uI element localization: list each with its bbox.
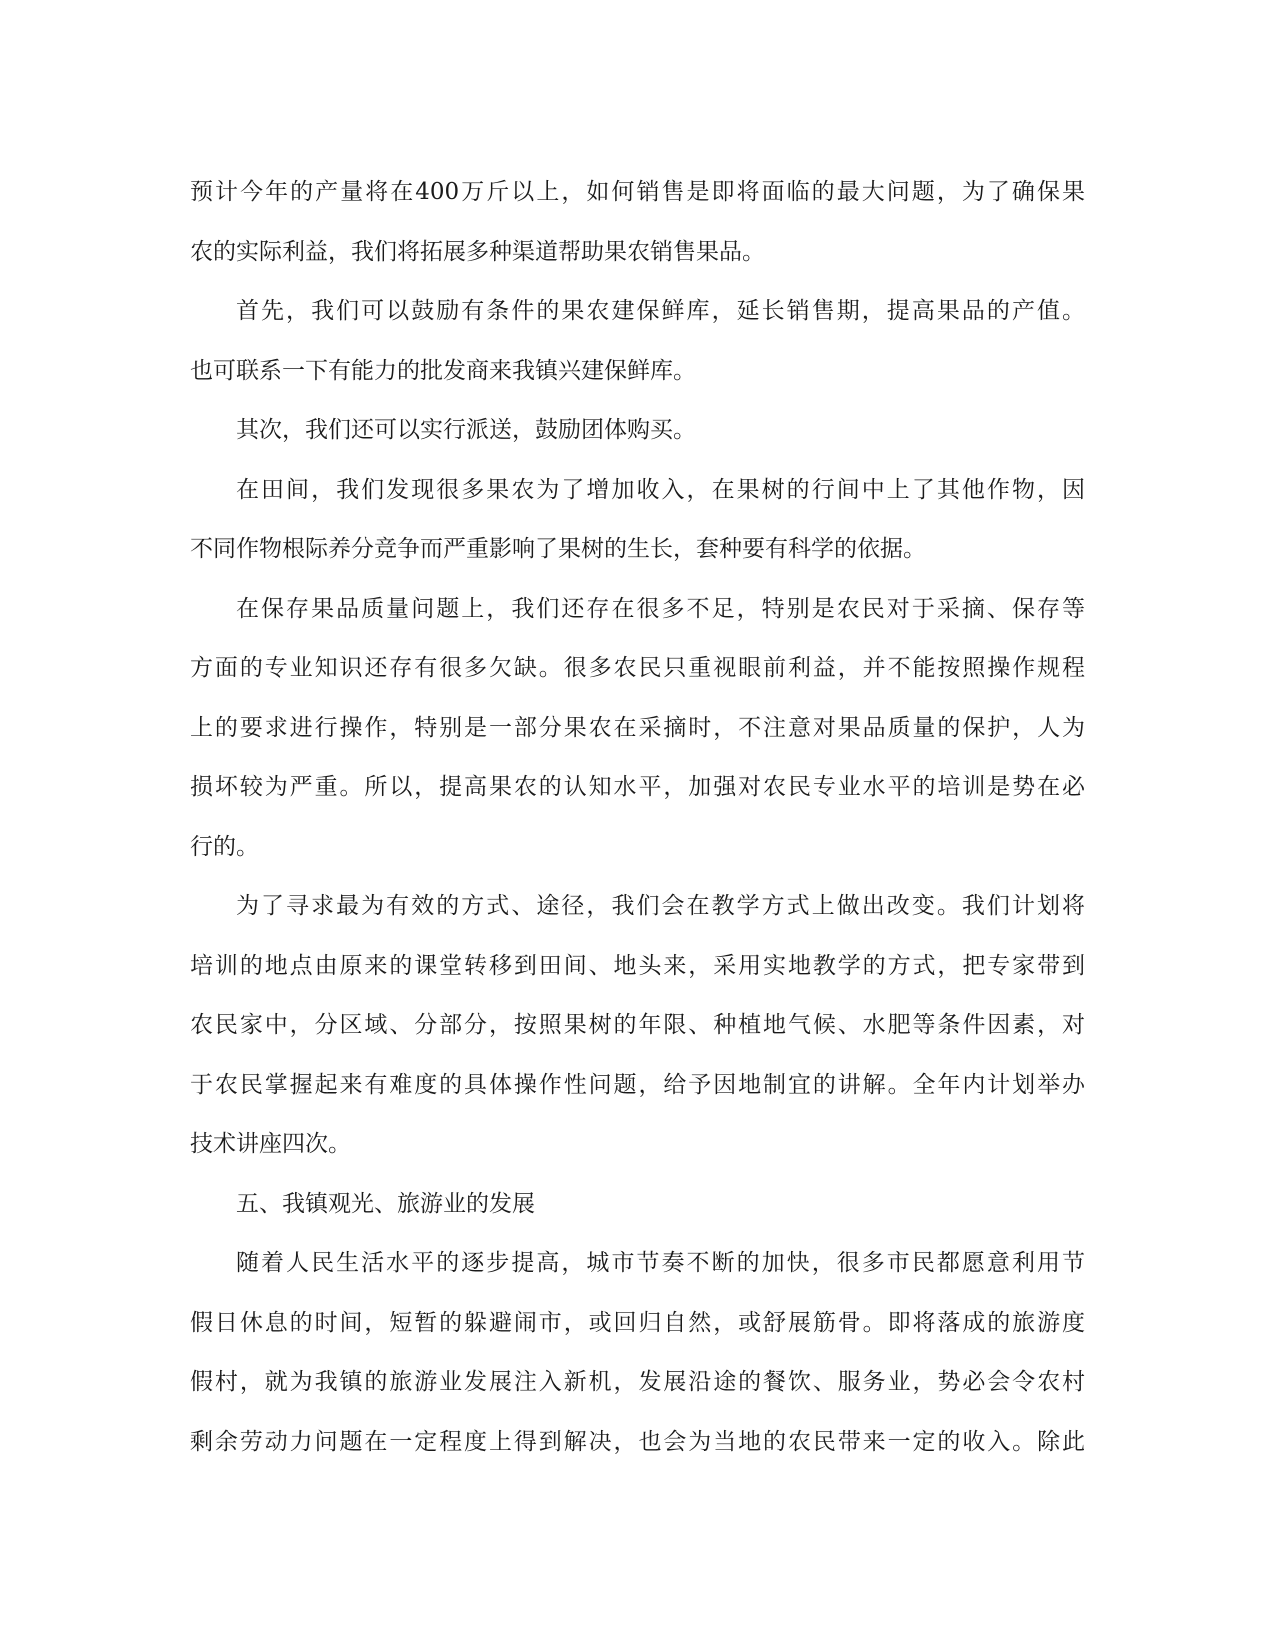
text-line: 方面的专业知识还存有很多欠缺。很多农民只重视眼前利益，并不能按照操作规程 bbox=[190, 655, 1085, 681]
text-line: 预计今年的产量将在400万斤以上，如何销售是即将面临的最大问题，为了确保果 bbox=[190, 179, 1085, 205]
document-body bbox=[190, 163, 1085, 1472]
text-line: 损坏较为严重。所以，提高果农的认知水平，加强对农民专业水平的培训是势在必 bbox=[190, 774, 1085, 800]
text-line: 其次，我们还可以实行派送，鼓励团体购买。 bbox=[236, 417, 696, 443]
text-line: 于农民掌握起来有难度的具体操作性问题，给予因地制宜的讲解。全年内计划举办 bbox=[190, 1071, 1085, 1098]
text-line: 培训的地点由原来的课堂转移到田间、地头来，采用实地教学的方式，把专家带到 bbox=[190, 952, 1085, 979]
section-heading: 五、我镇观光、旅游业的发展 bbox=[236, 1190, 535, 1217]
text-line: 剩余劳动力问题在一定程度上得到解决，也会为当地的农民带来一定的收入。除此 bbox=[190, 1428, 1085, 1455]
text-line: 也可联系一下有能力的批发商来我镇兴建保鲜库。 bbox=[190, 357, 696, 384]
text-line: 农的实际利益，我们将拓展多种渠道帮助果农销售果品。 bbox=[190, 238, 765, 265]
text-line: 行的。 bbox=[190, 833, 259, 860]
text-line: 为了寻求最为有效的方式、途径，我们会在教学方式上做出改变。我们计划将 bbox=[236, 893, 1085, 919]
text-line: 农民家中，分区域、分部分，按照果树的年限、种植地气候、水肥等条件因素，对 bbox=[190, 1012, 1085, 1038]
text-line: 在田间，我们发现很多果农为了增加收入，在果树的行间中上了其他作物，因 bbox=[236, 476, 1085, 503]
text-line: 随着人民生活水平的逐步提高，城市节奏不断的加快，很多市民都愿意利用节 bbox=[236, 1250, 1085, 1276]
text-line: 首先，我们可以鼓励有条件的果农建保鲜库，延长销售期，提高果品的产值。 bbox=[236, 298, 1085, 324]
text-line: 假日休息的时间，短暂的躲避闹市，或回归自然，或舒展筋骨。即将落成的旅游度 bbox=[190, 1309, 1085, 1336]
text-line: 上的要求进行操作，特别是一部分果农在采摘时，不注意对果品质量的保护，人为 bbox=[190, 714, 1085, 741]
text-line: 技术讲座四次。 bbox=[190, 1131, 351, 1157]
text-line: 不同作物根际养分竞争而严重影响了果树的生长，套种要有科学的依据。 bbox=[190, 536, 926, 562]
text-line: 在保存果品质量问题上，我们还存在很多不足，特别是农民对于采摘、保存等 bbox=[236, 595, 1085, 622]
text-line: 假村，就为我镇的旅游业发展注入新机，发展沿途的餐饮、服务业，势必会令农村 bbox=[190, 1369, 1085, 1395]
